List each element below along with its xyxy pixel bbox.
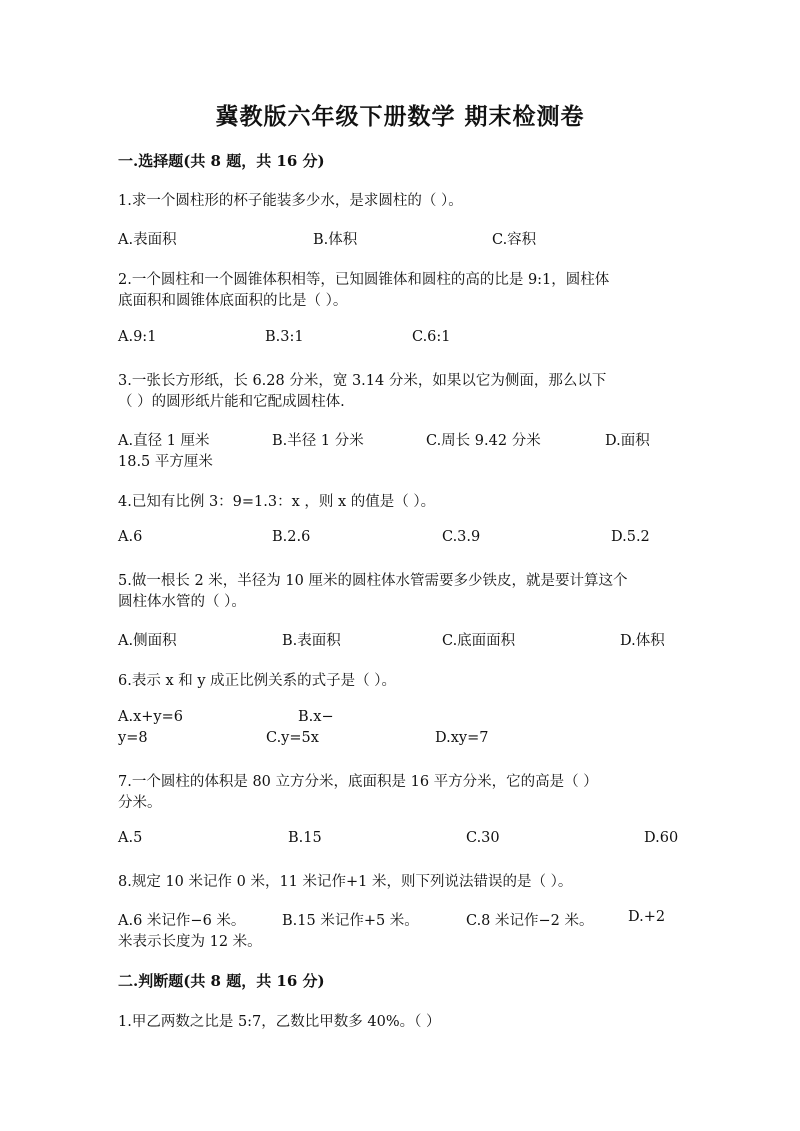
- q5-option-c: C.底面面积: [442, 633, 516, 649]
- question-3-text-line2: （ ）的圆形纸片能和它配成圆柱体.: [118, 394, 345, 410]
- question-5-text-line1: 5.做一根长 2 米，半径为 10 厘米的圆柱体水管需要多少铁皮，就是要计算这个: [118, 573, 628, 589]
- q2-option-b: B.3:1: [265, 329, 304, 345]
- question-4-text: 4.已知有比例 3：9=1.3：x ，则 x 的值是（ ）。: [118, 494, 436, 510]
- q3-option-c: C.周长 9.42 分米: [426, 433, 541, 449]
- q6-option-b-continued: y=8: [118, 730, 148, 746]
- q8-option-d: D.+2: [628, 909, 666, 925]
- q5-option-d: D.体积: [620, 633, 665, 649]
- q2-option-a: A.9:1: [118, 329, 157, 345]
- question-8-text: 8.规定 10 米记作 0 米，11 米记作+1 米，则下列说法错误的是（ ）。: [118, 874, 573, 890]
- q7-option-a: A.5: [118, 830, 143, 846]
- q1-option-c: C.容积: [492, 232, 537, 248]
- question-7-text-line1: 7.一个圆柱的体积是 80 立方分米，底面积是 16 平方分米，它的高是（ ）: [118, 774, 598, 790]
- section-heading-choice: 一.选择题(共 8 题，共 16 分): [118, 152, 325, 170]
- section-heading-judgement: 二.判断题(共 8 题，共 16 分): [118, 972, 325, 990]
- judgement-1-text: 1.甲乙两数之比是 5:7，乙数比甲数多 40%。（ ）: [118, 1014, 441, 1030]
- question-7-text-line2: 分米。: [118, 795, 162, 811]
- q5-option-a: A.侧面积: [118, 633, 177, 649]
- q8-option-c: C.8 米记作−2 米。: [466, 913, 594, 929]
- q5-option-b: B.表面积: [282, 633, 341, 649]
- question-5-text-line2: 圆柱体水管的（ ）。: [118, 594, 246, 610]
- q1-option-b: B.体积: [313, 232, 358, 248]
- question-2-text-line1: 2.一个圆柱和一个圆锥体积相等，已知圆锥体和圆柱的高的比是 9:1，圆柱体: [118, 272, 610, 288]
- q4-option-c: C.3.9: [442, 529, 481, 545]
- q3-option-d-continued: 18.5 平方厘米: [118, 454, 213, 470]
- q4-option-d: D.5.2: [611, 529, 650, 545]
- q2-option-c: C.6:1: [412, 329, 451, 345]
- q4-option-a: A.6: [118, 529, 143, 545]
- page-title: 冀教版六年级下册数学 期末检测卷: [215, 103, 585, 130]
- q1-option-a: A.表面积: [118, 232, 177, 248]
- q7-option-b: B.15: [288, 830, 322, 846]
- q6-option-c: C.y=5x: [266, 730, 319, 746]
- question-2-text-line2: 底面积和圆锥体底面积的比是（ ）。: [118, 293, 348, 309]
- q6-option-a: A.x+y=6: [118, 709, 183, 725]
- q3-option-b: B.半径 1 分米: [272, 433, 364, 449]
- question-3-text-line1: 3.一张长方形纸，长 6.28 分米，宽 3.14 分米，如果以它为侧面，那么以下: [118, 373, 607, 389]
- q7-option-d: D.60: [644, 830, 679, 846]
- q8-option-d-continued: 米表示长度为 12 米。: [118, 934, 262, 950]
- q6-option-d: D.xy=7: [435, 730, 489, 746]
- question-6-text: 6.表示 x 和 y 成正比例关系的式子是（ ）。: [118, 673, 396, 689]
- q3-option-d: D.面积: [605, 433, 650, 449]
- q8-option-b: B.15 米记作+5 米。: [282, 913, 419, 929]
- q7-option-c: C.30: [466, 830, 500, 846]
- question-1-text: 1.求一个圆柱形的杯子能装多少水，是求圆柱的（ ）。: [118, 193, 463, 209]
- q6-option-b: B.x−: [298, 709, 334, 725]
- q4-option-b: B.2.6: [272, 529, 311, 545]
- q8-option-a: A.6 米记作−6 米。: [118, 913, 246, 929]
- q3-option-a: A.直径 1 厘米: [118, 433, 210, 449]
